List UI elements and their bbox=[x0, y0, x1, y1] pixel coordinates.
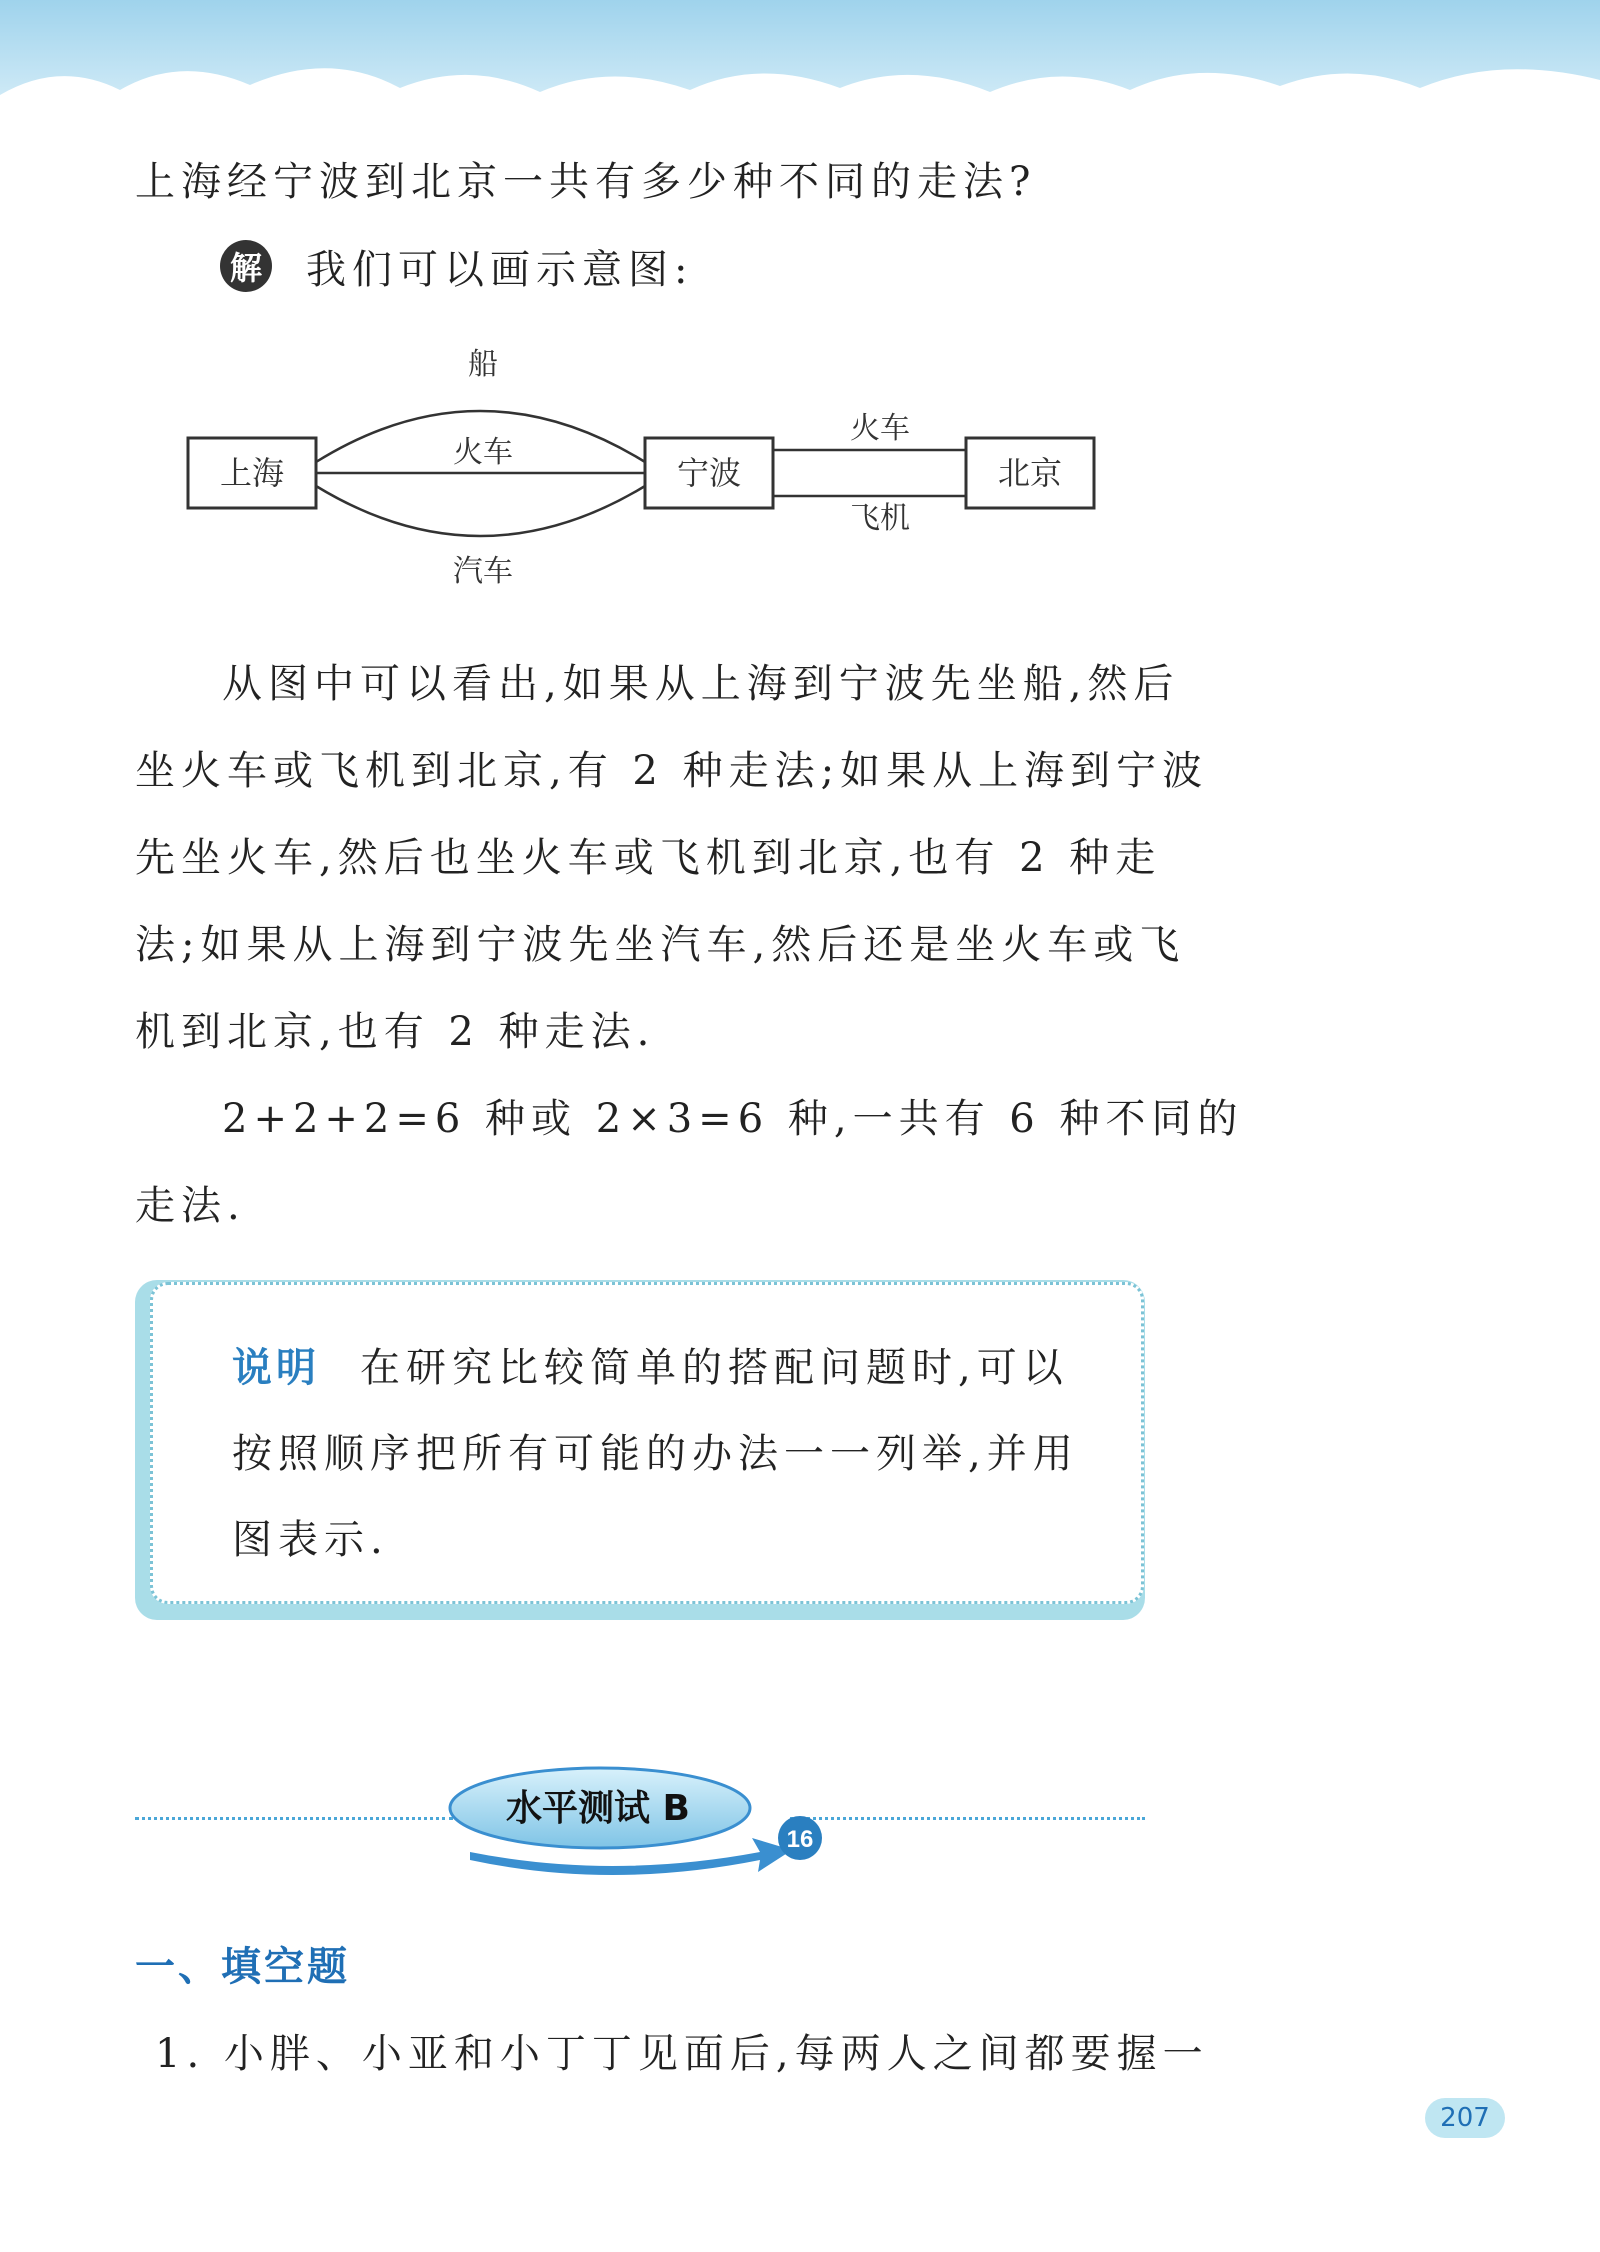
page-number: 207 bbox=[1425, 2098, 1505, 2138]
divider-left bbox=[135, 1817, 453, 1820]
city-ningbo: 宁波 bbox=[676, 454, 742, 492]
banner-title: 水平测试 B bbox=[506, 1788, 690, 1829]
city-shanghai: 上海 bbox=[219, 454, 285, 492]
section-heading: 一、填空题 bbox=[135, 1944, 350, 1990]
result-line-2: 走法. bbox=[135, 1183, 246, 1229]
question-1: 1. 小胖、小亚和小丁丁见面后,每两人之间都要握一 bbox=[155, 2031, 1209, 2077]
route-line-bus bbox=[316, 486, 645, 536]
route-label-train-2: 火车 bbox=[850, 411, 910, 446]
route-label-bus: 汽车 bbox=[453, 554, 513, 589]
note-text-1: 在研究比较简单的搭配问题时,可以 bbox=[360, 1345, 1069, 1391]
solution-intro-text: 我们可以画示意图: bbox=[306, 246, 694, 293]
result-line-1: 2+2+2=6 种或 2×3=6 种,一共有 6 种不同的 bbox=[222, 1096, 1244, 1142]
route-label-plane: 飞机 bbox=[850, 501, 910, 536]
route-label-ship: 船 bbox=[468, 347, 498, 382]
city-beijing: 北京 bbox=[997, 454, 1063, 492]
note-title: 说明 bbox=[232, 1345, 320, 1391]
route-diagram bbox=[180, 340, 1120, 600]
explanation-line-1: 从图中可以看出,如果从上海到宁波先坐船,然后 bbox=[222, 661, 1180, 707]
question-tail: 上海经宁波到北京一共有多少种不同的走法? bbox=[135, 159, 1037, 205]
test-banner bbox=[440, 1760, 800, 1880]
banner-number bbox=[770, 1808, 830, 1868]
note-line-3: 图表示. bbox=[232, 1517, 389, 1563]
explanation-line-4: 法;如果从上海到宁波先坐汽车,然后还是坐火车或飞 bbox=[135, 922, 1186, 968]
explanation-line-5: 机到北京,也有 2 种走法. bbox=[135, 1009, 656, 1055]
divider-right bbox=[790, 1817, 1145, 1820]
banner-number-text: 16 bbox=[786, 1826, 814, 1853]
route-label-train-1: 火车 bbox=[453, 435, 513, 470]
note-line-2: 按照顺序把所有可能的办法一一列举,并用 bbox=[232, 1431, 1079, 1477]
explanation-line-2: 坐火车或飞机到北京,有 2 种走法;如果从上海到宁波 bbox=[135, 748, 1209, 794]
note-line-1 bbox=[232, 1336, 1069, 1393]
sky-cloud-header bbox=[0, 0, 1600, 150]
explanation-line-3: 先坐火车,然后也坐火车或飞机到北京,也有 2 种走 bbox=[135, 835, 1162, 881]
solution-intro bbox=[220, 238, 693, 294]
solution-badge: 解 bbox=[220, 240, 272, 292]
